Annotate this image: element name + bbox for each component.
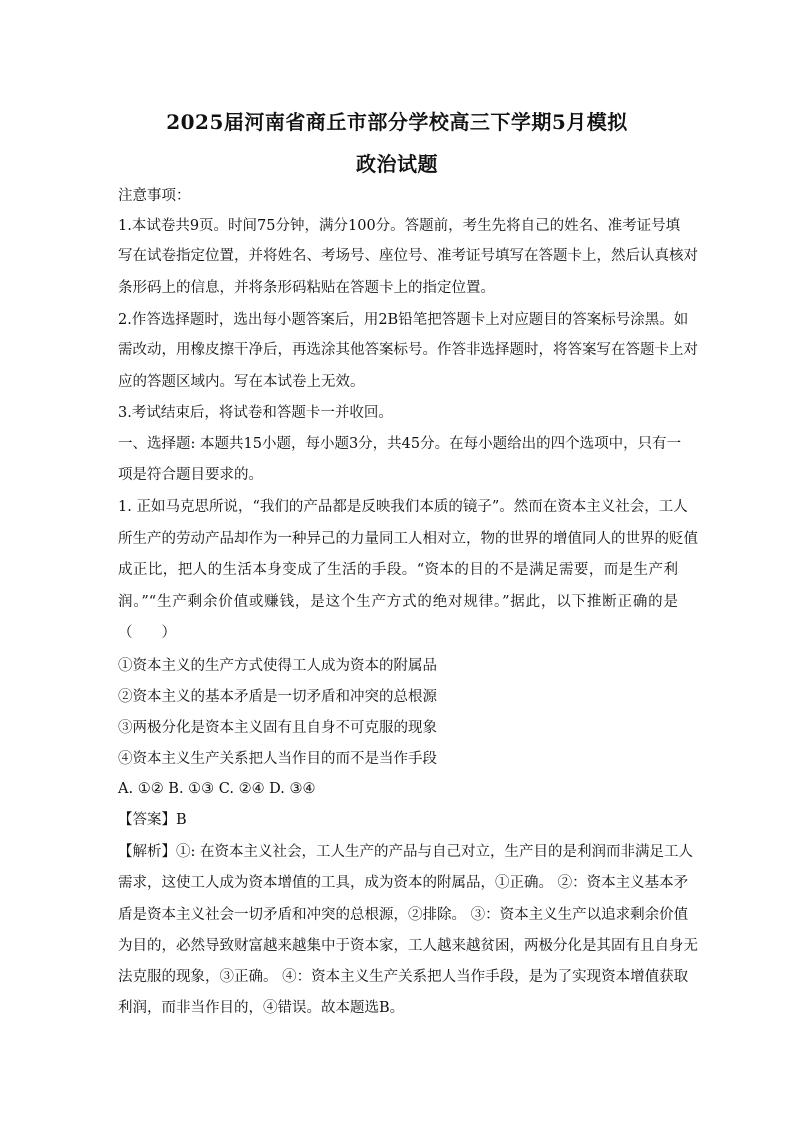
notice-heading: 注意事项： — [118, 188, 191, 204]
analysis-line: 为目的，必然导致财富越来越集中于资本家，工人越来越贫困，两极分化是其固有且自身无 — [118, 938, 698, 954]
page-title: 2025届河南省商丘市部分学校高三下学期5月模拟 — [166, 110, 628, 134]
question-stem-line: 润。”“生产剩余价值或赚钱，是这个生产方式的绝对规律。”据此，以下推断正确的是 — [118, 594, 678, 610]
notice-line: 1.本试卷共9页。时间75分钟，满分100分。答题前，考生先将自己的姓名、准考证号填 — [118, 218, 681, 234]
section-heading: 项是符合题目要求的。 — [118, 467, 263, 483]
answer-blank: （ ） — [118, 625, 176, 641]
statement-item: ②资本主义的基本矛盾是一切矛盾和冲突的总根源 — [118, 689, 437, 705]
analysis-line: 盾是资本主义社会一切矛盾和冲突的总根源，②排除。 ③：资本主义生产以追求剩余价值 — [118, 907, 689, 923]
notice-line: 应的答题区域内。写在本试卷上无效。 — [118, 374, 365, 390]
statement-item: ③两极分化是资本主义固有且自身不可克服的现象 — [118, 720, 437, 736]
answer-label: 【答案】B — [118, 812, 187, 828]
question-stem-line: 所生产的劳动产品却作为一种异己的力量同工人相对立，物的世界的增值同人的世界的贬值 — [118, 531, 698, 547]
notice-line: 条形码上的信息，并将条形码粘贴在答题卡上的指定位置。 — [118, 280, 495, 296]
notice-line: 需改动，用橡皮擦干净后，再选涂其他答案标号。作答非选择题时，将答案写在答题卡上对 — [118, 342, 698, 358]
answer-options: A. ①② B. ①③ C. ②④ D. ③④ — [118, 781, 316, 797]
section-heading: 一、选择题: 本题共15小题，每小题3分，共45分。在每小题给出的四个选项中，只有一 — [118, 436, 682, 452]
statement-item: ①资本主义的生产方式使得工人成为资本的附属品 — [118, 658, 437, 674]
notice-line: 2.作答选择题时，选出每小题答案后，用2B铅笔把答题卡上对应题目的答案标号涂黑。如 — [118, 312, 689, 328]
statement-item: ④资本主义生产关系把人当作目的而不是当作手段 — [118, 751, 437, 767]
analysis-line: 利润，而非当作目的，④错误。故本题选B。 — [118, 1000, 405, 1016]
analysis-line: 法克服的现象，③正确。 ④：资本主义生产关系把人当作手段，是为了实现资本增值获取 — [118, 969, 689, 985]
analysis-line: 【解析】①: 在资本主义社会，工人生产的产品与自己对立，生产目的是利润而非满足工人 — [118, 844, 693, 860]
analysis-line: 需求，这使工人成为资本增值的工具，成为资本的附属品，①正确。 ②：资本主义基本矛 — [118, 875, 689, 891]
notice-line: 3.考试结束后，将试卷和答题卡一并收回。 — [118, 405, 393, 421]
question-stem-line: 成正比，把人的生活本身变成了生活的手段。“资本的目的不是满足需要，而是生产利 — [118, 562, 678, 578]
question-stem-line: 1. 正如马克思所说，“我们的产品都是反映我们本质的镜子”。然而在资本主义社会，工人 — [118, 499, 688, 515]
page-subtitle: 政治试题 — [356, 152, 438, 176]
notice-line: 写在试卷指定位置，并将姓名、考场号、座位号、准考证号填写在答题卡上，然后认真核对 — [118, 248, 698, 264]
